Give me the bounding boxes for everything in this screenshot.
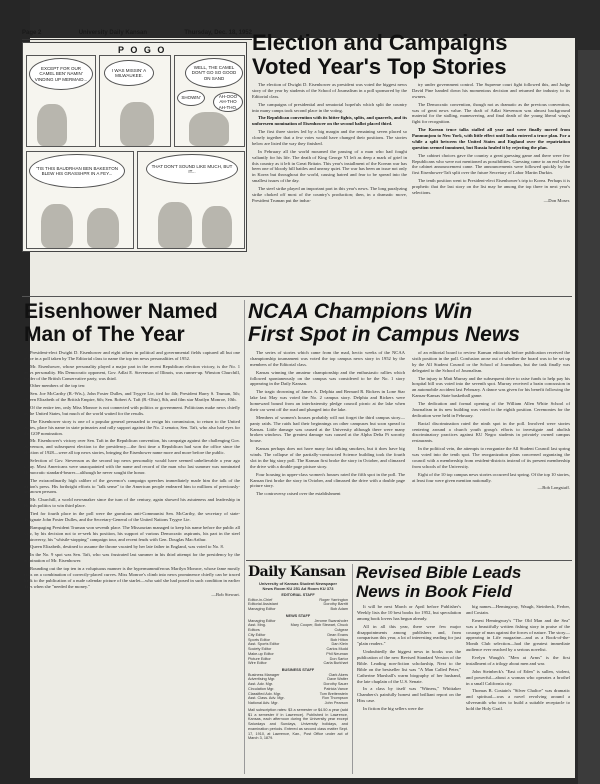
staff-role: Editorial Assistant xyxy=(248,602,278,607)
paragraph: Rampaging President Truman won seventh place. The Missourian managed to keep his name before the public all year, by his decision not to re-seek his position, his support of various Democratic aspirants, his part in the steel controversy, his "whistle-stopping" campaign tour, and recent feuds with Gen. Douglas MacArthur. xyxy=(24,524,240,542)
staff-person: Bob Adam xyxy=(330,607,348,612)
staff-person: Dan Klein xyxy=(331,642,348,647)
paragraph: The election of Dwight D. Eisenhower as president was voted the biggest news story of the year by students of the School of Journalism in a poll sponsored by the Editorial class. xyxy=(252,82,407,99)
paragraph: of an editorial board to review Kansan editorials before publication received the sixth position in the poll. Confusion arose out of whether the board was to be set up by the All Student Council or the School of Journalism, but the task finally was delegated to the School of Journalism. xyxy=(412,350,570,373)
byline: —Bob Stewart. xyxy=(211,591,240,597)
column-divider xyxy=(244,300,245,774)
paragraph: Eight of the 10 top campus news stories occurred last spring. Of the top 10 stories, at least four were given mention nationally. xyxy=(412,471,570,483)
comic-panel-5 xyxy=(137,151,245,249)
paragraph: The campaigns of presidential and senatorial hopefuls which split the country into many camps took second place in the voting. xyxy=(252,101,407,113)
staff-role: Business Manager xyxy=(248,672,280,677)
staff-role: Asst. Mng. Editors xyxy=(248,623,266,633)
speech-bubble: SHOWIN' xyxy=(177,90,205,106)
section-label: EDITORIAL STAFF xyxy=(281,593,315,597)
staff-role: Society Editor xyxy=(248,647,272,652)
ike-story-column xyxy=(24,350,240,774)
subscription-note: Mail subscription rates: $3 a semester or $4.50 a year (add $1 a semester if in Lawrence). Published in Lawrence, Kansas, each afternoon during the University year except Saturdays and Sundays, University holidays, and examination periods. Entered as second class matter Sept. 17, 1910, at Lawrence, Kan., Post Office under act of March 3, 1879. xyxy=(248,707,348,741)
paragraph: The tragic drowning of James A. Delphia and Bernard R. Rickers in Lone Star lake last May was voted the No. 2 campus story. Delphia and Rickers were homeward bound from an interfraternity pledge council picnic at the lake when their car went off the road and plunged into the lake. xyxy=(250,389,405,412)
comic-title: P O G O xyxy=(118,45,167,55)
headline-line: News in Book Field xyxy=(356,582,512,601)
comic-panel-2 xyxy=(99,55,171,147)
staff-phones: News Room KU 251 Ad Room KU 373 xyxy=(262,586,334,591)
headline-line: Man of The Year xyxy=(24,323,185,346)
news-staff-list xyxy=(248,619,348,666)
top-story-column-2 xyxy=(412,82,570,292)
paragraph: Sen. Joe McCarthy (R.-Wis.), John Foster Dulles, and Trygve Lie, tied for 4th; President Harry S. Truman, 5th; Queen Elizabeth of the British Empire, 6th; Sen. Robert A. Taft (R.-Ohio), 8th, and film star Marilyn Monroe, 10th. xyxy=(24,391,240,403)
staff-role: City Editor xyxy=(248,632,266,637)
ncaa-story-headline xyxy=(248,301,574,345)
paragraph: In a class by itself was "Witness," Whittaker Chambers's painfully honest and brilliant report on the Hiss case. xyxy=(357,686,461,704)
paragraph: Tied for fourth place in the poll were the garrulous anti-Communist Sen. McCarthy, the secretary of state-designate John Foster Dulles, and the Secretary-General of the United Nations Trygve Lie. xyxy=(24,511,240,522)
paragraph: Queen Elizabeth, destined to assume the throne vacated by her late father in England, was voted to No. 8. xyxy=(30,544,224,550)
section-label: BUSINESS STAFF xyxy=(281,668,315,673)
scanner-edge-right xyxy=(578,50,600,784)
paragraph: The steel strike played an important part in this year's news. The long paralyzing strike choked off most of the country's production; then, in a dramatic move, President Truman put the indus- xyxy=(252,186,407,203)
page-masthead xyxy=(22,30,252,40)
staff-person: Dorothy Barritt xyxy=(323,602,348,607)
headline-line: First Spot in Campus News xyxy=(248,323,520,346)
byline: —Bob Longstaff. xyxy=(537,485,570,491)
paragraph: Racial discrimination rated the ninth spot in the poll. Involved were stories centering around a church youth group's efforts to investigate and abolish discriminatory practices against KU Negro students in privately owned campus restaurants. xyxy=(412,420,570,444)
staff-person: Jerome Swansholer xyxy=(314,618,348,623)
speech-bubble: THAT DON'T SOUND LIKE MUCH, BUT IT... xyxy=(146,154,238,184)
bible-story-column-1 xyxy=(357,604,461,774)
paragraph: The series of stories which came from the mad, hectic weeks of the NCAA championship tournament was voted the top campus news story in 1952 by the members of the Editorial class. xyxy=(250,350,405,367)
speech-bubble: EXCEPT FOR OUR CAMEL BEN' NAMIN' VINDING UP MERMAID... xyxy=(29,58,93,90)
staff-role: Managing Editor xyxy=(248,607,276,612)
speech-bubble: I WAS MISSIN' A MILWAUKEE. xyxy=(104,60,154,86)
staff-person: Dave Walter xyxy=(327,677,348,682)
bold-text: The Korean truce talks stalled all year and were finally moved from Panmunjom to New York, with little effect until India entered a truce plan. For a while a split between the United States and England over the repatriation question seemed imminent, but Russia healed it by rejecting the plan. xyxy=(412,127,570,150)
bold-text: The Republican convention with its bitter fights, splits, and quarrels, and its unforeseen nomination of Eisenhower on the second ballot placed third. xyxy=(252,115,407,127)
staff-person: Phil Neuman xyxy=(326,651,348,656)
paragraph: try under government control. The Supreme court fight followed this, and Judge David Pine handed down his momentous decision and returned the industry to its owners. xyxy=(412,82,570,99)
speech-bubble: WELL, THE CAMEL DON'T GO SO GOOD ON SAND xyxy=(185,58,243,88)
staff-role: Sports Editor xyxy=(248,637,270,642)
staff-person: Dorothy Sauer xyxy=(323,682,348,687)
speech-bubble: AH-OOO AH-THO AH-THO. xyxy=(213,92,243,112)
staff-person: Clark Akers xyxy=(328,672,348,677)
staff-person: Patricia Vance xyxy=(323,686,348,691)
staff-subtitle: University of Kansas Student Newspaper xyxy=(258,581,338,586)
section-label: NEWS STAFF xyxy=(285,613,311,618)
paragraph: The cabinet choices gave the country a great guessing game and there were few Republicans who were not mentioned as possibilities. Guessing came to an end when the cabinet announcement came. The announcements were followed quickly by the first Eisenhower-Taft split over the future Secretary of Labor Martin Durkin. xyxy=(412,152,570,176)
paragraph: Mr. Churchill, a world newsmaker since the turn of the century, again showed his astuteness and leadership in British politics to win third place. xyxy=(24,497,240,509)
byline: —Don Moser. xyxy=(543,197,570,203)
issue-date: Thursday, Dec. 18, 1952 xyxy=(184,30,252,36)
headline-line: Eisenhower Named xyxy=(24,300,218,323)
editorial-staff-list xyxy=(248,598,348,612)
column-divider xyxy=(352,564,353,774)
headline-line: Revised Bible Leads xyxy=(356,563,522,582)
ike-story-headline xyxy=(24,301,234,345)
comic-panel-1 xyxy=(26,55,96,147)
paragraph: The injury to Matt Murray and the subsequent drive to raise funds to help pay his hospital bill was voted into the seventh spot. Murray received a brain concussion in an automobile accident last February. A dance was given for his benefit following the Kansas-Kansas State basketball game. xyxy=(412,375,570,399)
ncaa-story-column-2 xyxy=(412,350,570,556)
staff-role: National Adv. Mgr. xyxy=(248,701,279,706)
paragraph: Of the entire ten, only Miss Monroe is not connected with politics or government. Politicians make news chiefly in the United States, but much of the world waited for the results. xyxy=(24,405,240,416)
staff-person: John Pearson xyxy=(324,701,348,706)
staff-row xyxy=(248,623,348,632)
comic-panel-4 xyxy=(26,151,134,249)
paragraph: Members of women's houses probably will not forget the third campus story—panty raids. The raids had their beginnings on other campuses but soon spread to Kansas. Little damage was caused at the University although there were many broken windows. The greatest damage was caused at the Alpha Delta Pi sorority house. xyxy=(250,414,405,444)
pogo-comic-strip xyxy=(22,42,247,252)
paragraph: The dedication and formal opening of the William Allen White School of Journalism in its new building was voted to the eighth position. Ceremonies for the dedication were held in February. xyxy=(412,401,570,418)
paragraph: Rounding out the top ten in a voluptuous manner is the hypermammiferous Marilyn Monroe, whose fame mostly rests on a combination of correctly-placed curves. Miss Monroe's climb into news prominence chiefly can be traced back to the publication of a nude calendar picture of the starlet—who said she had posed in such condition in earlier days when she "needed the money." xyxy=(24,566,240,589)
bible-story-headline xyxy=(356,564,574,600)
paragraph xyxy=(252,115,407,127)
comic-character xyxy=(189,112,229,146)
paragraph: John Steinbeck's "East of Eden" is sullen, violent, and powerful—about a woman who operates a brothel in a small California city. xyxy=(466,668,570,686)
top-story-headline xyxy=(252,32,572,78)
paragraph: President-elect Dwight D. Eisenhower and eight others in political and governmental fields captured all but one place in a poll taken by The Editorial class to name the top ten news personalities of 1952. xyxy=(24,350,240,361)
staff-role: Wire Editor xyxy=(248,661,267,666)
paragraph: The Eisenhower story is one of a popular general persuaded to resign his commission, to return to the United States, place his name in state primaries and rally support against the No. 2 senator, Sen. Taft, who also had eyes for the GOP nomination. xyxy=(24,418,240,436)
paragraph: Evelyn Waugh's "Men at Arms" is the first installment of a trilogy about men and war. xyxy=(466,655,570,666)
headline-line: Voted Year's Top Stories xyxy=(252,54,507,79)
paragraph: The controversy raised over the establishment xyxy=(256,491,341,497)
staff-role: Advertising Mgr. xyxy=(248,677,276,682)
staff-row xyxy=(248,661,348,666)
staff-person: Roger Yarrington xyxy=(319,597,348,602)
paragraph: Thomas B. Costain's "Silver Chalice" was dramatic and spiritual—was a novel revolving around a silversmith who tries to build a suitable receptacle to hold the Holy Grail. xyxy=(466,688,570,711)
comic-character xyxy=(87,208,119,248)
staff-person: Carla Burkhart xyxy=(323,661,348,666)
ncaa-story-column-1 xyxy=(250,350,405,556)
paragraph: In the No. 9 spot was Sen. Taft, who was frustrated last summer in his third attempt for the presidency by the nomination of Mr. Eisenhower. xyxy=(24,552,240,564)
staff-role: Asst. Adv. Mgr. xyxy=(248,682,274,687)
paragraph: Kansas winning the amateur championship and the enthusiastic rallies which followed spontaneously on the campus was considered to be the No. 1 story appearing in the Daily Kansan. xyxy=(250,369,405,387)
staff-person: Ron Thompson xyxy=(322,696,348,701)
paper-name: University Daily Kansan xyxy=(78,30,148,36)
comic-character xyxy=(41,204,73,248)
headline-line: NCAA Champions Win xyxy=(248,300,473,323)
paragraph: The first three stories led by a big margin and the remaining seven placed so closely together that a few votes would have changed their positions. The stories below are listed the way they finished. xyxy=(252,129,407,146)
staff-role: Editor-in-Chief xyxy=(248,597,273,602)
paragraph: In fiction the big sellers were the xyxy=(363,706,424,711)
paragraph: All in all this year, there were few major disappointments among publishers and, from comparison this year, a lot of interesting reading for just "plain readers." xyxy=(357,623,461,647)
staff-person: Don Sartor xyxy=(329,656,348,661)
paragraph: The extraordinarily high caliber of the governor's campaign speeches immediately made him the talk of the nation's press. His forthright efforts to "talk sense" to the American people endeared him to millions of previously-unknown persons. xyxy=(24,477,240,495)
paragraph: Selection of Gov. Stevenson as the second top news personality would have seemed unbelievable a year ago today. Most Americans were unacquainted with the name and record of the man who last summer was nominated Democratic standard-bearer—although he never sought the honor. xyxy=(24,458,240,475)
paragraph: The tenth position went to President-elect Eisenhower's trip to Korea. Perhaps it is prophetic that the last story on the list may be among the top three in next year's selections. xyxy=(412,178,570,195)
staff-role: Asst. Class. Adv. Mgr. xyxy=(248,696,285,701)
paragraph: Four housing in upper-class women's houses rated the fifth spot in the poll. The Kansan first broke the story in October, and climaxed the drive with a double page picture story. xyxy=(250,471,405,489)
paragraph: In February all the world mourned the passing of a man who had fought valiantly for his life. The death of King George VI left as deep a mark of grief in this country as it left in Great Britain. This year's installment of the Korean war has been one of bloody hill battles and uneasy quiet. The war has been an issue not only in Korea but throughout the world, causing hatred and fear to be spread into the smallest issues of the day. xyxy=(252,148,407,184)
comic-character xyxy=(158,202,192,248)
staff-role: Managing Editor xyxy=(248,618,276,623)
staff-person: Carlos Mudd xyxy=(326,647,348,652)
daily-kansan-logo: Daily Kansan xyxy=(248,564,346,580)
section-divider xyxy=(246,560,572,561)
comic-character xyxy=(37,104,67,146)
comic-character xyxy=(120,102,154,146)
staff-box xyxy=(248,581,348,775)
section-divider xyxy=(22,296,572,297)
staff-person: Dean Evans xyxy=(327,632,348,637)
paragraph: It will be next March or April before Publisher's Weekly lists the 10 best books for 1952, but speculation among book lovers has begun already. xyxy=(357,604,461,621)
paragraph: In the political vein, the attempts to reorganize the All Student Council last spring was voted into the tenth spot. The reorganization plans concerned organizing the council with a membership from resident-districts instead of its present membership from schools of the University. xyxy=(412,446,570,469)
staff-person: Bob Hilton xyxy=(330,637,348,642)
paragraph: Kansas perhaps does not have many fast talking smokers, but it does have big winds. The collapse of the partially-constructed Science building took the fourth slot in the big story poll. The Kansan first broke the story in October, and climaxed the drive with a double page picture story. xyxy=(250,446,405,469)
headline-line: Election and Campaigns xyxy=(252,30,508,55)
staff-role: Circulation Mgr. xyxy=(248,686,275,691)
staff-row xyxy=(248,607,348,612)
top-story-column-1 xyxy=(252,82,407,292)
paragraph: The Democratic convention, though not as dramatic as the previous convention, was of great news value. The draft of Adlai Stevenson was almost background material for the stalling, maneuvering, and final death of the young liberal wing's fight for recognition. xyxy=(412,101,570,125)
staff-role: Picture Editor xyxy=(248,656,271,661)
business-staff-list xyxy=(248,673,348,706)
paragraph: Undoubtedly the biggest news in books was the publication of the new Revised Standard Version of the Bible. Leading non-fiction scholarship, Next to the Bible on the bestseller list was "A Man Called Peter," Catherine Marshall's warm biography of her husband, the late chaplain of the U.S. Senate. xyxy=(357,649,461,684)
comic-panel-3 xyxy=(174,55,245,147)
paragraph: Ernest Hemingway's "The Old Man and the Sea" was a beautifully written fishing story in praise of the courage of man against the forces of nature. The story—appearing in Life magazine—and as a Book-of-the-Month Club selection—had the greatest immediate audience ever reached by a serious novelist. xyxy=(466,617,570,653)
paragraph: Mr. Eisenhower's victory over Sen. Taft in the Republican convention, his campaign against the challenging Gov. Stevenson, and subsequent election to the presidency—the first time a Republican had won the office since the election of 1928—were all top news stories, bringing the Eisenhower name more and more before the public. xyxy=(24,438,240,456)
comic-character xyxy=(202,206,232,248)
staff-role: Classified Adv. Mgr. xyxy=(248,691,282,696)
page-number: Page 2 xyxy=(22,30,42,36)
staff-person: Tom Breitenstein xyxy=(319,691,348,696)
staff-role: Make-up Editor xyxy=(248,651,274,656)
paragraph: Other members of the top ten: xyxy=(30,383,86,389)
staff-row xyxy=(248,701,348,706)
staff-person: Mary Cooper, Bob Stewart, Chuck Cutgear xyxy=(290,623,348,633)
staff-role: Asst. Sports Editor xyxy=(248,642,280,647)
newspaper-page xyxy=(22,30,575,778)
bible-story-column-2 xyxy=(466,604,570,774)
speech-bubble: 'TIS THIS BAUDRHAN BEN BAKESTON BLEW HIS GRASSHPR IN A FEY... xyxy=(29,154,125,188)
paragraph: Mr. Eisenhower, whose personality played a major part in the recent Republican election victory, is the No. 1 news personality. His Democratic opponent, Gov. Adlai E. Stevenson of Illinois, was runner-up. Winston Churchill, leader of the British Conservative party, was third. xyxy=(24,363,240,381)
paragraph xyxy=(412,127,570,151)
paragraph: big names—Hemingway, Waugh, Steinbeck, Ferber, and Costain. xyxy=(466,604,570,615)
